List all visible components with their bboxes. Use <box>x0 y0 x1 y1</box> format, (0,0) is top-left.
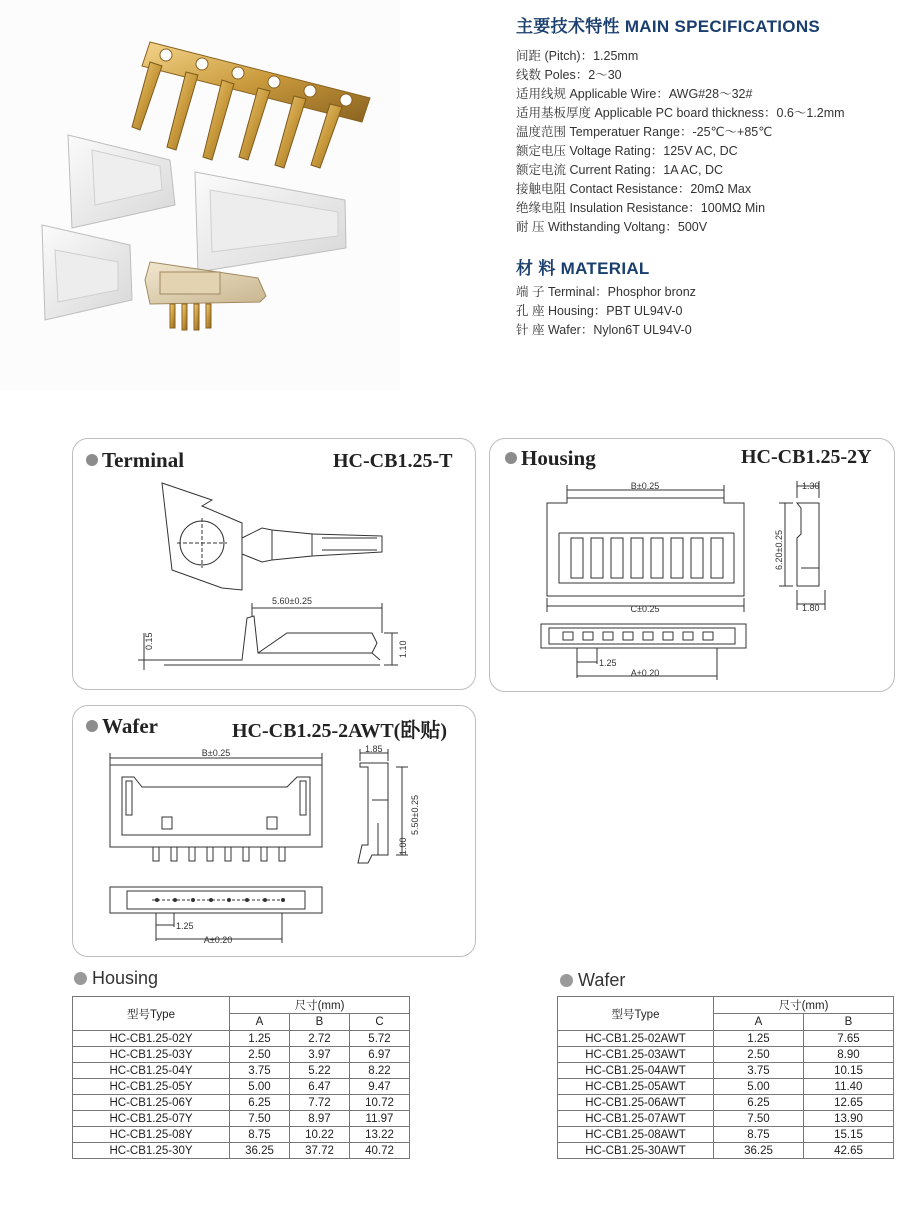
table-cell: HC-CB1.25-07Y <box>73 1111 230 1127</box>
specs-title: 主要技术特性 MAIN SPECIFICATIONS <box>516 17 821 36</box>
size-header: 尺寸(mm) <box>230 997 410 1014</box>
table-cell: HC-CB1.25-06Y <box>73 1095 230 1111</box>
column-header: C <box>350 1014 410 1031</box>
spec-line: 适用基板厚度 Applicable PC board thickness：0.6～1.2mm <box>516 106 845 120</box>
terminal-dim-height: 1.10 <box>398 640 408 658</box>
table-cell: 37.72 <box>290 1143 350 1159</box>
table-cell: HC-CB1.25-02AWT <box>558 1031 714 1047</box>
table-cell: HC-CB1.25-04AWT <box>558 1063 714 1079</box>
material-title: 材 料 MATERIAL <box>516 259 650 278</box>
wafer-table-title: Wafer <box>560 970 625 991</box>
table-cell: HC-CB1.25-05Y <box>73 1079 230 1095</box>
table-cell: HC-CB1.25-30Y <box>73 1143 230 1159</box>
table-cell: 2.72 <box>290 1031 350 1047</box>
table-row <box>73 1095 410 1111</box>
wafer-dim-pitch: 1.25 <box>176 921 194 931</box>
housing-dim-b: B±0.25 <box>630 481 660 491</box>
housing-dim-c: C±0.25 <box>630 604 660 614</box>
wafer-panel-title: Wafer <box>86 714 158 739</box>
table-cell: 5.22 <box>290 1063 350 1079</box>
table-cell: 13.90 <box>804 1111 894 1127</box>
wafer-panel-code: HC-CB1.25-2AWT(卧贴) <box>232 720 447 742</box>
table-cell: 6.25 <box>230 1095 290 1111</box>
table-cell: 1.25 <box>230 1031 290 1047</box>
spec-line: 线数 Poles：2～30 <box>516 68 622 82</box>
housing-dim-d: 1.80 <box>802 603 820 613</box>
wafer-dim-b: B±0.25 <box>201 748 231 758</box>
table-row <box>73 1047 410 1063</box>
table-cell: HC-CB1.25-08Y <box>73 1127 230 1143</box>
material-line: 针 座 Wafer：Nylon6T UL94V-0 <box>516 323 692 337</box>
table-cell: HC-CB1.25-08AWT <box>558 1127 714 1143</box>
terminal-panel-title: Terminal <box>86 448 184 473</box>
spec-line: 耐 压 Withstanding Voltang：500V <box>516 220 708 234</box>
type-header: 型号Type <box>558 997 714 1031</box>
bullet-icon <box>560 974 573 987</box>
table-row <box>558 1063 894 1079</box>
terminal-dim-length: 5.60±0.25 <box>272 596 312 606</box>
spec-line: 适用线规 Applicable Wire：AWG#28～32# <box>516 87 753 101</box>
table-row <box>558 1095 894 1111</box>
housing-dim-h: 6.20±0.25 <box>774 530 784 570</box>
terminal-dim-thickness: 0.15 <box>144 632 154 650</box>
table-cell: 5.00 <box>714 1079 804 1095</box>
table-cell: 7.50 <box>230 1111 290 1127</box>
bullet-icon <box>74 972 87 985</box>
table-cell: HC-CB1.25-05AWT <box>558 1079 714 1095</box>
spec-line: 额定电流 Current Rating：1A AC, DC <box>516 163 724 177</box>
table-cell: 3.75 <box>714 1063 804 1079</box>
table-cell: 8.75 <box>230 1127 290 1143</box>
table-row <box>558 1031 894 1047</box>
table-cell: 11.97 <box>350 1111 410 1127</box>
column-header: A <box>230 1014 290 1031</box>
table-header-row <box>558 997 894 1014</box>
table-cell: 3.97 <box>290 1047 350 1063</box>
table-row <box>558 1127 894 1143</box>
table-cell: 2.50 <box>230 1047 290 1063</box>
table-cell: 10.72 <box>350 1095 410 1111</box>
table-cell: 6.25 <box>714 1095 804 1111</box>
spec-line: 间距 (Pitch)：1.25mm <box>516 49 639 63</box>
size-header: 尺寸(mm) <box>714 997 894 1014</box>
table-cell: 5.72 <box>350 1031 410 1047</box>
wafer-table <box>557 996 894 1159</box>
table-row <box>73 1127 410 1143</box>
table-row <box>73 1079 410 1095</box>
table-cell: 7.72 <box>290 1095 350 1111</box>
table-cell: 10.15 <box>804 1063 894 1079</box>
type-header: 型号Type <box>73 997 230 1031</box>
table-row <box>73 1031 410 1047</box>
wafer-drawing <box>72 705 474 955</box>
material-line: 端 子 Terminal：Phosphor bronz <box>516 285 696 299</box>
table-row <box>73 1143 410 1159</box>
table-cell: 7.65 <box>804 1031 894 1047</box>
housing-dim-pitch: 1.25 <box>599 658 617 668</box>
table-cell: 13.22 <box>350 1127 410 1143</box>
table-row <box>558 1111 894 1127</box>
table-cell: HC-CB1.25-04Y <box>73 1063 230 1079</box>
spec-line: 接触电阻 Contact Resistance：20mΩ Max <box>516 182 752 196</box>
table-header-row <box>73 997 410 1014</box>
table-cell: 8.90 <box>804 1047 894 1063</box>
table-cell: 9.47 <box>350 1079 410 1095</box>
housing-panel-code: HC-CB1.25-2Y <box>741 446 872 468</box>
table-cell: 6.47 <box>290 1079 350 1095</box>
table-cell: 10.22 <box>290 1127 350 1143</box>
table-cell: 1.25 <box>714 1031 804 1047</box>
table-row <box>558 1047 894 1063</box>
table-cell: HC-CB1.25-30AWT <box>558 1143 714 1159</box>
table-cell: HC-CB1.25-02Y <box>73 1031 230 1047</box>
spec-line: 温度范围 Temperatuer Range：-25℃～+85℃ <box>516 125 773 139</box>
column-header: A <box>714 1014 804 1031</box>
table-row <box>73 1111 410 1127</box>
terminal-panel-code: HC-CB1.25-T <box>333 450 453 472</box>
table-cell: 42.65 <box>804 1143 894 1159</box>
table-cell: 12.65 <box>804 1095 894 1111</box>
column-header: B <box>804 1014 894 1031</box>
table-cell: HC-CB1.25-07AWT <box>558 1111 714 1127</box>
table-cell: 8.22 <box>350 1063 410 1079</box>
table-row <box>558 1079 894 1095</box>
table-cell: 8.97 <box>290 1111 350 1127</box>
table-cell: 40.72 <box>350 1143 410 1159</box>
material-line: 孔 座 Housing：PBT UL94V-0 <box>516 304 683 318</box>
housing-panel-title: Housing <box>505 446 596 471</box>
wafer-dim-h: 5.50±0.25 <box>410 795 420 835</box>
table-cell: 8.75 <box>714 1127 804 1143</box>
table-cell: HC-CB1.25-03Y <box>73 1047 230 1063</box>
spec-line: 额定电压 Voltage Rating：125V AC, DC <box>516 144 738 158</box>
housing-drawing <box>489 438 893 690</box>
wafer-dim-a: A±0.20 <box>203 935 233 945</box>
column-header: B <box>290 1014 350 1031</box>
spec-line: 绝缘电阻 Insulation Resistance：100MΩ Min <box>516 201 766 215</box>
wafer-dim-w: 1.85 <box>365 744 383 754</box>
wafer-dim-t: 1.00 <box>398 837 408 855</box>
table-cell: 3.75 <box>230 1063 290 1079</box>
table-cell: 2.50 <box>714 1047 804 1063</box>
housing-table-title: Housing <box>74 968 158 989</box>
table-cell: 15.15 <box>804 1127 894 1143</box>
housing-table <box>72 996 410 1159</box>
housing-dim-a: A±0.20 <box>630 668 660 678</box>
product-photo <box>0 0 400 390</box>
table-cell: HC-CB1.25-03AWT <box>558 1047 714 1063</box>
terminal-drawing <box>72 438 474 688</box>
table-cell: 7.50 <box>714 1111 804 1127</box>
table-cell: 36.25 <box>714 1143 804 1159</box>
table-cell: 36.25 <box>230 1143 290 1159</box>
table-cell: HC-CB1.25-06AWT <box>558 1095 714 1111</box>
specs-list <box>516 47 845 237</box>
material-list <box>516 283 696 340</box>
table-cell: 5.00 <box>230 1079 290 1095</box>
table-row <box>73 1063 410 1079</box>
table-cell: 6.97 <box>350 1047 410 1063</box>
table-cell: 11.40 <box>804 1079 894 1095</box>
housing-dim-w: 1.30 <box>802 481 820 491</box>
table-row <box>558 1143 894 1159</box>
